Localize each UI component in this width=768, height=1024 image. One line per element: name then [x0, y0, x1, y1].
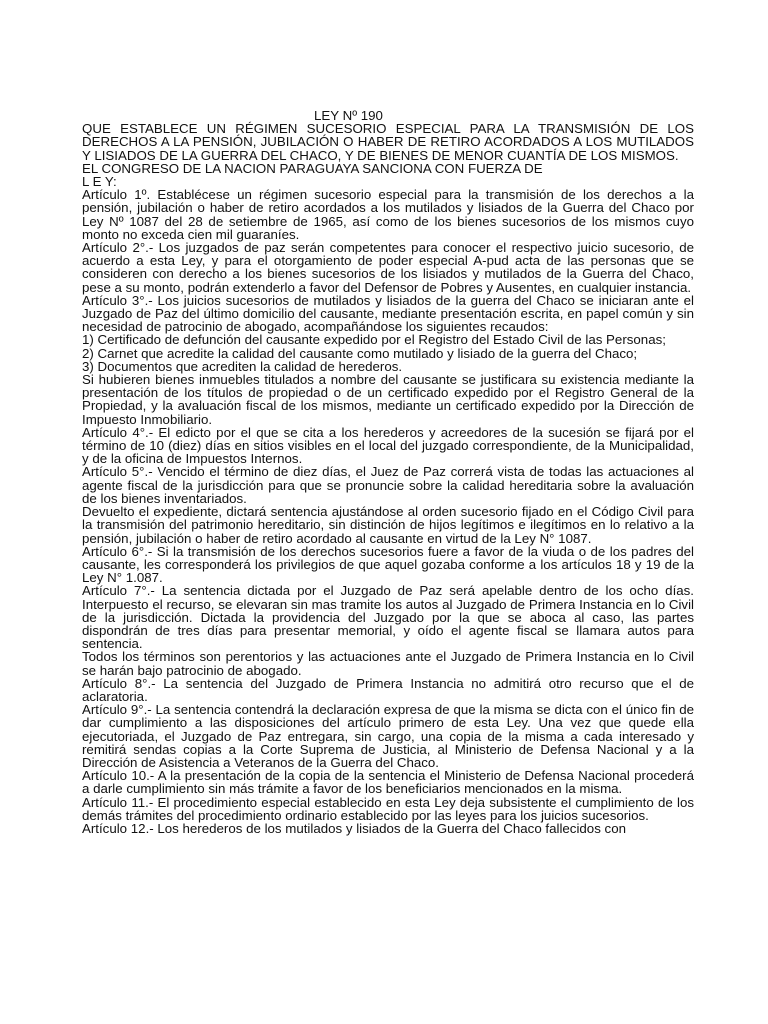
article-6: Artículo 6°.- Si la transmisión de los derechos sucesorios fuere a favor de la viuda o de los padres del causante, les corresponderá los privilegios de que aquel gozaba conforme a los artículos 18 y 19 de la Ley N° 1.087.: [82, 543, 694, 586]
article-11: Artículo 11.- El procedimiento especial establecido en esta Ley deja subsistente el cumplimiento de los demás trámites del procedimiento ordinario establecido por las leyes para los juicios sucesorios.: [82, 794, 694, 823]
article-3-continuation: Si hubieren bienes inmuebles titulados a nombre del causante se justificara su existencia mediante la presentación de los títulos de propiedad o de un certificado expedido por el Registro General de la Propiedad, y la avaluación fiscal de los mismos, mediante un certificado expedido por la Dirección de Impuesto Inmobiliario.: [82, 372, 694, 427]
article-4: Artículo 4°.- El edicto por el que se cita a los herederos y acreedores de la sucesión se fijará por el término de 10 (diez) días en sitios visibles en el local del juzgado correspondiente, de la Municipalidad, y de la oficina de Impuestos Internos.: [82, 424, 694, 467]
ley-line: L E Y:: [82, 174, 117, 190]
article-9: Artículo 9°.- La sentencia contendrá la declaración expresa de que la misma se dicta con el único fin de dar cumplimiento a las disposiciones del artículo primero de esta Ley. Una vez que quede ella ejecutoriada, el Juzgado de Paz entregara, sin cargo, una copia de la misma a cada interesado y remitirá sendas copias a la Corte Suprema de Justicia, al Ministerio de Defensa Nacional y a la Dirección de Asistencia a Veteranos de la Guerra del Chaco.: [82, 702, 694, 770]
article-8: Artículo 8°.- La sentencia del Juzgado de Primera Instancia no admitirá otro recurso que el de aclaratoria.: [82, 675, 694, 704]
article-7-continuation: Todos los términos son perentorios y las actuaciones ante el Juzgado de Primera Instancia en lo Civil se harán bajo patrocinio de abogado.: [82, 649, 694, 678]
article-5: Artículo 5°.- Vencido el término de diez días, el Juez de Paz correrá vista de todas las actuaciones al agente fiscal de la jurisdicción para que se pronuncie sobre la calidad hereditaria sobre la avaluación de los bienes inventariados.: [82, 464, 694, 506]
requirement-3: 3) Documentos que acrediten la calidad de herederos.: [82, 358, 403, 374]
law-title: LEY Nº 190: [314, 108, 383, 123]
article-12: Artículo 12.- Los herederos de los mutilados y lisiados de la Guerra del Chaco fallecidos con: [82, 820, 626, 836]
requirement-2: 2) Carnet que acredite la calidad del causante como mutilado y lisiado de la guerra del Chaco;: [82, 345, 638, 361]
article-2: Artículo 2°.- Los juzgados de paz serán competentes para conocer el respectivo juicio sucesorio, de acuerdo a esta Ley, y para el otorgamiento de poder especial A-pud acta de las personas que se consideren con derecho a los bienes sucesorios de los lisiados y mutilados de la Guerra del Chaco, pese a su monto, podrán extenderlo a favor del Defensor de Pobres y Ausentes, en cualquier instancia.: [82, 240, 694, 295]
requirement-1: 1) Certificado de defunción del causante expedido por el Registro del Estado Civil de las Personas;: [82, 332, 666, 348]
article-10: Artículo 10.- A la presentación de la copia de la sentencia el Ministerio de Defensa Nacional procederá a darle cumplimiento sin más trámite a favor de los beneficiarios mencionados en la misma.: [82, 768, 694, 797]
article-3: Artículo 3°.- Los juicios sucesorios de mutilados y lisiados de la guerra del Chaco se iniciaran ante el Juzgado de Paz del último domicilio del causante, mediante presentación escrita, en papel común y sin necesidad de patrocinio de abogado, acompañándose los siguientes recaudos:: [82, 292, 694, 335]
article-7: Artículo 7°.- La sentencia dictada por el Juzgado de Paz será apelable dentro de los ocho días. Interpuesto el recurso, se elevaran sin mas tramite los autos al Juzgado de Primera Instancia en lo Civil de la jurisdicción. Dictada la providencia del Juzgado por la que se aboca al caso, las partes dispondrán de tres días para presentar memorial, y oído el agente fiscal se llamara autos para sentencia.: [82, 583, 694, 652]
law-subject: QUE ESTABLECE UN RÉGIMEN SUCESORIO ESPECIAL PARA LA TRANSMISIÓN DE LOS DERECHOS A LA PENSIÓN, JUBILACIÓN O HABER DE RETIRO ACORDADOS A LOS MUTILADOS Y LISIADOS DE LA GUERRA DEL CHACO, Y DE BIENES DE MENOR CUANTÍA DE LOS MISMOS.: [82, 121, 694, 163]
document-body: [82, 109, 694, 835]
congress-line: EL CONGRESO DE LA NACION PARAGUAYA SANCIONA CON FUERZA DE: [82, 160, 543, 176]
article-5-continuation: Devuelto el expediente, dictará sentencia ajustándose al orden sucesorio fijado en el Código Civil para la transmisión del patrimonio hereditario, sin distinción de hijos legítimos e ilegítimos en lo relativo a la pensión, jubilación o haber de retiro acordado al causante en virtud de la Ley N° 1087.: [82, 504, 694, 546]
article-1: Artículo 1º. Establécese un régimen sucesorio especial para la transmisión de los derechos a la pensión, jubilación o haber de retiro acordados a los mutilados y lisiados de la Guerra del Chaco por Ley Nº 1087 del 28 de setiembre de 1965, así como de los bienes sucesorios de los mismos cuyo monto no exceda cien mil guaraníes.: [82, 187, 694, 242]
